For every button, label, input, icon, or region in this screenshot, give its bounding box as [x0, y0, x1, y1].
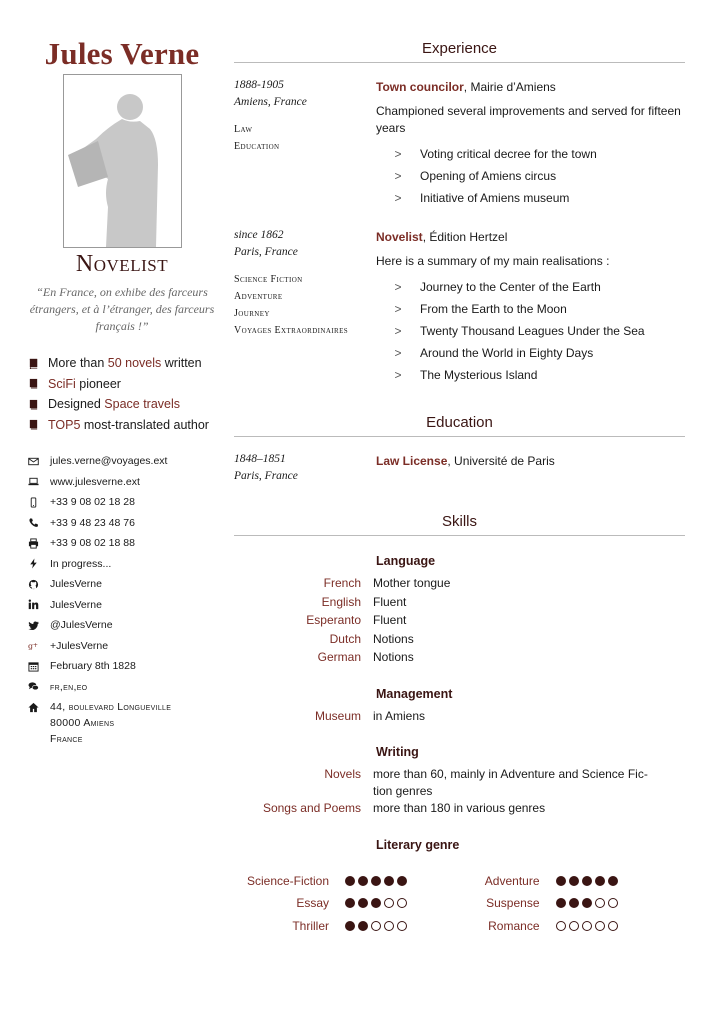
contact-status: In progress... — [24, 554, 220, 575]
section-title-skills: Skills — [234, 507, 685, 536]
filled-dot-icon — [371, 898, 381, 908]
filled-dot-icon — [384, 876, 394, 886]
person-reading-silhouette-icon — [64, 75, 181, 247]
google-plus-icon — [28, 640, 39, 651]
section-title-experience: Experience — [234, 34, 685, 63]
skill-row: Songs and Poems more than 180 in various genres — [262, 801, 546, 815]
rating-dots — [556, 898, 618, 908]
filled-dot-icon — [556, 876, 566, 886]
entry-place: Amiens, France — [234, 96, 307, 108]
skill-heading: Writing — [376, 745, 419, 759]
laptop-icon — [28, 476, 39, 487]
skill-row: Esperanto Fluent — [306, 613, 407, 627]
experience-entry — [234, 77, 685, 209]
highlight-item: TOP5 most-translated author — [24, 415, 220, 436]
genre-name: Suspense — [486, 896, 540, 911]
filled-dot-icon — [569, 898, 579, 908]
genre-rating — [460, 870, 686, 893]
genre-name: Thriller — [292, 918, 329, 933]
list-item: > From the Earth to the Moon — [394, 302, 567, 316]
skill-row: Museum in Amiens — [314, 708, 426, 723]
empty-dot-icon — [582, 921, 592, 931]
main-content — [234, 34, 685, 937]
genre-name: Adventure — [484, 873, 540, 888]
list-item: > Opening of Amiens circus — [394, 169, 557, 183]
entry-place: Paris, France — [234, 470, 298, 482]
filled-dot-icon — [595, 876, 605, 886]
contact-languages: fr,en,eo — [24, 677, 220, 698]
svg-text:+: + — [32, 642, 38, 650]
list-item: > Journey to the Center of the Earth — [394, 280, 601, 294]
entry-position: Town councilor — [376, 80, 464, 94]
home-icon — [28, 702, 39, 713]
filled-dot-icon — [569, 876, 579, 886]
empty-dot-icon — [384, 921, 394, 931]
filled-dot-icon — [358, 876, 368, 886]
phone-icon — [28, 517, 39, 528]
envelope-icon — [28, 456, 39, 467]
bolt-icon — [28, 558, 39, 569]
entry-keyword: Education — [234, 141, 280, 152]
skill-heading: Language — [376, 554, 436, 568]
empty-dot-icon — [595, 898, 605, 908]
rating-dots — [345, 876, 407, 886]
contact-googleplus[interactable]: g + +JulesVerne — [28, 639, 109, 652]
entry-keyword: Voyages Extraordinaires — [234, 325, 349, 336]
filled-dot-icon — [608, 876, 618, 886]
profile-photo — [63, 74, 182, 248]
skill-row: Novels more than 60, mainly in Adventure and Science Fic- tion genres — [324, 767, 648, 798]
entry-items — [376, 276, 685, 386]
entry-items — [376, 143, 685, 209]
skill-row: German Notions — [317, 650, 414, 664]
literary-genre-grid — [234, 870, 685, 938]
filled-dot-icon — [582, 876, 592, 886]
skill-heading: Management — [376, 686, 453, 701]
filled-dot-icon — [345, 921, 355, 931]
contact-birthday: February 8th 1828 — [24, 656, 220, 677]
entry-description: Championed several improvements and served for fifteen years — [376, 104, 681, 135]
entry-date: 1888-1905 — [234, 79, 284, 91]
empty-dot-icon — [608, 898, 618, 908]
skill-row: English Fluent — [321, 594, 407, 609]
filled-dot-icon — [582, 898, 592, 908]
skill-heading: Literary genre — [376, 837, 460, 852]
list-item: > Twenty Thousand Leagues Under the Sea — [394, 324, 645, 338]
quote: “En France, on exhibe des farceurs étrangers, et à l’étranger, des farceurs français !” — [29, 285, 215, 333]
contact-email[interactable]: jules.verne@voyages.ext — [24, 451, 220, 472]
section-title-education: Education — [234, 408, 685, 437]
filled-dot-icon — [371, 876, 381, 886]
contact-address: 44, boulevard Longueville 80000 Amiens France — [24, 697, 220, 747]
highlight-item: Designed Space travels — [24, 394, 220, 415]
svg-text:g: g — [28, 641, 34, 651]
empty-dot-icon — [556, 921, 566, 931]
contact-mobile[interactable]: +33 9 08 02 18 28 — [24, 492, 220, 513]
entry-keyword: Science Fiction — [234, 274, 303, 285]
sidebar — [24, 34, 220, 747]
entry-position: Novelist — [376, 230, 423, 244]
genre-rating — [234, 915, 460, 938]
highlights-list — [24, 353, 220, 435]
twitter-icon — [28, 620, 39, 631]
entry-position: Law License — [376, 454, 448, 468]
highlight-item: More than 50 novels written — [24, 353, 220, 374]
calendar-icon — [28, 661, 39, 672]
book-icon — [28, 399, 39, 410]
skill-groups — [234, 552, 685, 937]
filled-dot-icon — [358, 921, 368, 931]
contact-website[interactable]: www.julesverne.ext — [24, 472, 220, 493]
book-icon — [28, 419, 39, 430]
experience-entry — [234, 227, 685, 386]
entry-keyword: Journey — [234, 308, 270, 319]
entry-date: 1848–1851 — [234, 453, 286, 465]
mobile-phone-icon — [28, 497, 39, 508]
highlight-item: SciFi pioneer — [24, 374, 220, 395]
list-item: > The Mysterious Island — [394, 368, 538, 382]
filled-dot-icon — [345, 876, 355, 886]
genre-rating — [234, 892, 460, 915]
entry-keyword: Law — [234, 124, 253, 135]
entry-org: , Édition Hertzel — [422, 230, 508, 244]
book-icon — [28, 378, 39, 389]
entry-date: since 1862 — [234, 229, 284, 241]
empty-dot-icon — [371, 921, 381, 931]
contact-phone[interactable]: +33 9 48 23 48 76 — [24, 513, 220, 534]
empty-dot-icon — [595, 921, 605, 931]
contact-list — [24, 451, 220, 747]
list-item: > Around the World in Eighty Days — [394, 346, 594, 360]
skill-row: Dutch Notions — [329, 631, 414, 646]
empty-dot-icon — [569, 921, 579, 931]
entry-description: Here is a summary of my main realisations : — [376, 254, 610, 268]
entry-place: Paris, France — [234, 246, 298, 258]
entry-keyword: Adventure — [234, 291, 283, 302]
github-icon — [28, 579, 39, 590]
filled-dot-icon — [358, 898, 368, 908]
genre-name: Science-Fiction — [246, 873, 329, 888]
filled-dot-icon — [556, 898, 566, 908]
book-icon — [28, 358, 39, 369]
speech-bubbles-icon — [28, 681, 39, 692]
genre-name: Romance — [488, 918, 540, 933]
empty-dot-icon — [384, 898, 394, 908]
rating-dots — [556, 876, 618, 886]
rating-dots — [556, 921, 618, 931]
genre-rating — [460, 892, 686, 915]
empty-dot-icon — [608, 921, 618, 931]
person-name: Jules Verne — [44, 36, 200, 71]
contact-twitter[interactable]: @JulesVerne — [24, 615, 220, 636]
skill-row: French Mother tongue — [323, 576, 451, 590]
genre-name: Essay — [296, 896, 329, 911]
printer-icon — [28, 538, 39, 549]
filled-dot-icon — [397, 876, 407, 886]
rating-dots — [345, 898, 407, 908]
genre-rating — [234, 870, 460, 893]
role-title: Novelist — [75, 251, 169, 277]
linkedin-icon — [28, 599, 39, 610]
genre-rating — [460, 915, 686, 938]
entry-org: , Mairie d’Amiens — [463, 80, 556, 94]
filled-dot-icon — [345, 898, 355, 908]
list-item: > Voting critical decree for the town — [394, 147, 597, 161]
empty-dot-icon — [397, 898, 407, 908]
contact-github[interactable]: JulesVerne — [24, 574, 220, 595]
contact-fax[interactable]: +33 9 08 02 18 88 — [24, 533, 220, 554]
education-entry — [234, 451, 685, 485]
rating-dots — [345, 921, 407, 931]
contact-linkedin[interactable]: JulesVerne — [24, 595, 220, 616]
empty-dot-icon — [397, 921, 407, 931]
entry-org: , Université de Paris — [447, 454, 555, 468]
list-item: > Initiative of Amiens museum — [394, 191, 570, 205]
